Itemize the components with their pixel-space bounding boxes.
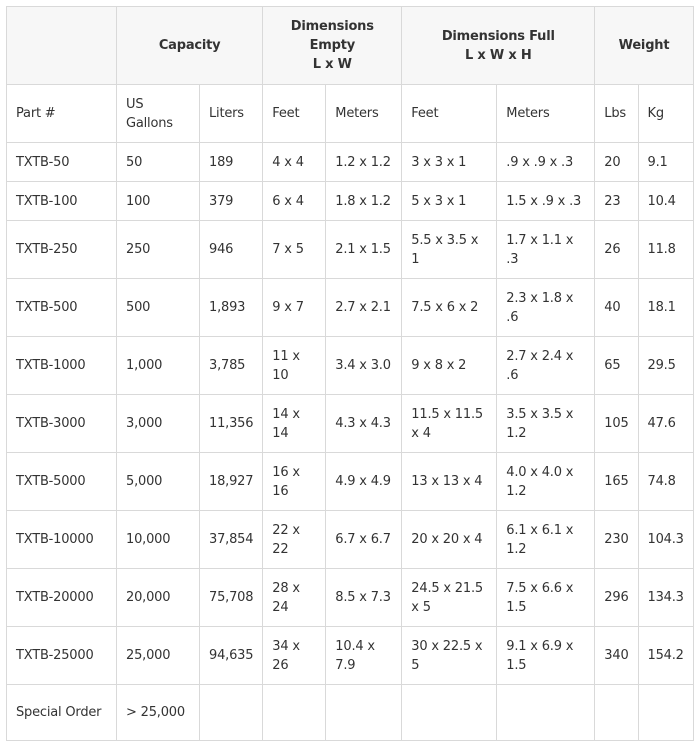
table-cell: 29.5 (638, 337, 693, 395)
table-body (7, 85, 694, 741)
column-header-cell: Meters (497, 85, 595, 143)
table-cell: 340 (595, 627, 638, 685)
table-cell: 500 (117, 279, 200, 337)
table-cell: 25,000 (117, 627, 200, 685)
group-header-row (7, 7, 694, 85)
table-cell: 11 x 10 (263, 337, 326, 395)
table-cell: 3,785 (200, 337, 263, 395)
table-cell: 50 (117, 143, 200, 182)
table-cell: TXTB-250 (7, 221, 117, 279)
column-header-cell: Feet (263, 85, 326, 143)
column-header-cell: US Gallons (117, 85, 200, 143)
table-cell: 9 x 8 x 2 (402, 337, 497, 395)
table-cell: 5 x 3 x 1 (402, 182, 497, 221)
table-cell: 1.8 x 1.2 (326, 182, 402, 221)
table-cell: TXTB-1000 (7, 337, 117, 395)
table-row (7, 511, 694, 569)
table-cell (497, 685, 595, 741)
table-cell: 8.5 x 7.3 (326, 569, 402, 627)
column-header-cell: Part # (7, 85, 117, 143)
table-cell: 20 x 20 x 4 (402, 511, 497, 569)
table-cell (263, 685, 326, 741)
table-cell: TXTB-100 (7, 182, 117, 221)
group-header-cell: Capacity (117, 7, 263, 85)
table-cell: 189 (200, 143, 263, 182)
table-cell: 7.5 x 6.6 x 1.5 (497, 569, 595, 627)
table-cell: 47.6 (638, 395, 693, 453)
table-cell: 7.5 x 6 x 2 (402, 279, 497, 337)
table-row (7, 143, 694, 182)
table-cell: 2.3 x 1.8 x .6 (497, 279, 595, 337)
table-cell (595, 685, 638, 741)
group-header-cell (7, 7, 117, 85)
table-cell: 105 (595, 395, 638, 453)
table-cell: 24.5 x 21.5 x 5 (402, 569, 497, 627)
table-cell: 30 x 22.5 x 5 (402, 627, 497, 685)
column-header-cell: Feet (402, 85, 497, 143)
table-cell: 9 x 7 (263, 279, 326, 337)
tank-specifications-table (6, 6, 694, 741)
table-cell: 3.5 x 3.5 x 1.2 (497, 395, 595, 453)
table-cell: 9.1 x 6.9 x 1.5 (497, 627, 595, 685)
table-cell: 26 (595, 221, 638, 279)
column-header-cell: Kg (638, 85, 693, 143)
sub-header-row (7, 85, 694, 143)
table-cell: 11,356 (200, 395, 263, 453)
table-cell: 230 (595, 511, 638, 569)
table-cell: 34 x 26 (263, 627, 326, 685)
table-cell: TXTB-50 (7, 143, 117, 182)
table-cell: 74.8 (638, 453, 693, 511)
table-cell: 18,927 (200, 453, 263, 511)
table-cell: .9 x .9 x .3 (497, 143, 595, 182)
table-cell: 165 (595, 453, 638, 511)
table-cell: > 25,000 (117, 685, 200, 741)
table-header (7, 7, 694, 85)
table-cell: 6.1 x 6.1 x 1.2 (497, 511, 595, 569)
table-cell: 16 x 16 (263, 453, 326, 511)
table-cell: 23 (595, 182, 638, 221)
table-cell: 10.4 (638, 182, 693, 221)
table-cell: 37,854 (200, 511, 263, 569)
table-row (7, 453, 694, 511)
table-cell: 100 (117, 182, 200, 221)
table-cell (326, 685, 402, 741)
table-cell: 1,000 (117, 337, 200, 395)
table-cell: 3.4 x 3.0 (326, 337, 402, 395)
table-row (7, 221, 694, 279)
table-cell: TXTB-10000 (7, 511, 117, 569)
table-row (7, 395, 694, 453)
table-cell: 10,000 (117, 511, 200, 569)
table-cell: 4.0 x 4.0 x 1.2 (497, 453, 595, 511)
table-cell: 4.3 x 4.3 (326, 395, 402, 453)
table-cell: 154.2 (638, 627, 693, 685)
table-cell: 5.5 x 3.5 x 1 (402, 221, 497, 279)
group-header-cell: Dimensions Empty L x W (263, 7, 402, 85)
table-cell: 250 (117, 221, 200, 279)
table-cell: 946 (200, 221, 263, 279)
column-header-cell: Meters (326, 85, 402, 143)
table-cell: 13 x 13 x 4 (402, 453, 497, 511)
table-cell: 40 (595, 279, 638, 337)
table-cell: 5,000 (117, 453, 200, 511)
table-cell: 1.5 x .9 x .3 (497, 182, 595, 221)
table-cell: 1.7 x 1.1 x .3 (497, 221, 595, 279)
table-row (7, 685, 694, 741)
table-cell (638, 685, 693, 741)
table-cell: 11.5 x 11.5 x 4 (402, 395, 497, 453)
table-cell: 65 (595, 337, 638, 395)
table-cell: 14 x 14 (263, 395, 326, 453)
table-cell: 134.3 (638, 569, 693, 627)
table-cell: TXTB-3000 (7, 395, 117, 453)
table-cell: Special Order (7, 685, 117, 741)
table-cell: 20,000 (117, 569, 200, 627)
table-cell: 10.4 x 7.9 (326, 627, 402, 685)
table-cell: 379 (200, 182, 263, 221)
table-row (7, 569, 694, 627)
table-cell: 94,635 (200, 627, 263, 685)
column-header-cell: Lbs (595, 85, 638, 143)
table-cell: 28 x 24 (263, 569, 326, 627)
table-cell: 2.7 x 2.1 (326, 279, 402, 337)
table-cell: 9.1 (638, 143, 693, 182)
table-cell: 7 x 5 (263, 221, 326, 279)
table-cell: TXTB-5000 (7, 453, 117, 511)
table-row (7, 182, 694, 221)
table-cell: 1.2 x 1.2 (326, 143, 402, 182)
group-header-cell: Weight (595, 7, 693, 85)
table-cell: 6.7 x 6.7 (326, 511, 402, 569)
table-cell: 2.7 x 2.4 x .6 (497, 337, 595, 395)
table-row (7, 279, 694, 337)
table-cell: 104.3 (638, 511, 693, 569)
column-header-cell: Liters (200, 85, 263, 143)
table-cell: 296 (595, 569, 638, 627)
table-row (7, 337, 694, 395)
table-cell: 3,000 (117, 395, 200, 453)
table-cell (402, 685, 497, 741)
table-cell: 4 x 4 (263, 143, 326, 182)
table-cell: TXTB-500 (7, 279, 117, 337)
table-cell (200, 685, 263, 741)
table-cell: TXTB-25000 (7, 627, 117, 685)
table-cell: 2.1 x 1.5 (326, 221, 402, 279)
table-cell: 20 (595, 143, 638, 182)
table-cell: 4.9 x 4.9 (326, 453, 402, 511)
table-cell: 11.8 (638, 221, 693, 279)
table-row (7, 627, 694, 685)
table-cell: 3 x 3 x 1 (402, 143, 497, 182)
table-cell: 22 x 22 (263, 511, 326, 569)
table-cell: 6 x 4 (263, 182, 326, 221)
group-header-cell: Dimensions Full L x W x H (402, 7, 595, 85)
table-cell: TXTB-20000 (7, 569, 117, 627)
table-cell: 75,708 (200, 569, 263, 627)
table-cell: 1,893 (200, 279, 263, 337)
table-cell: 18.1 (638, 279, 693, 337)
